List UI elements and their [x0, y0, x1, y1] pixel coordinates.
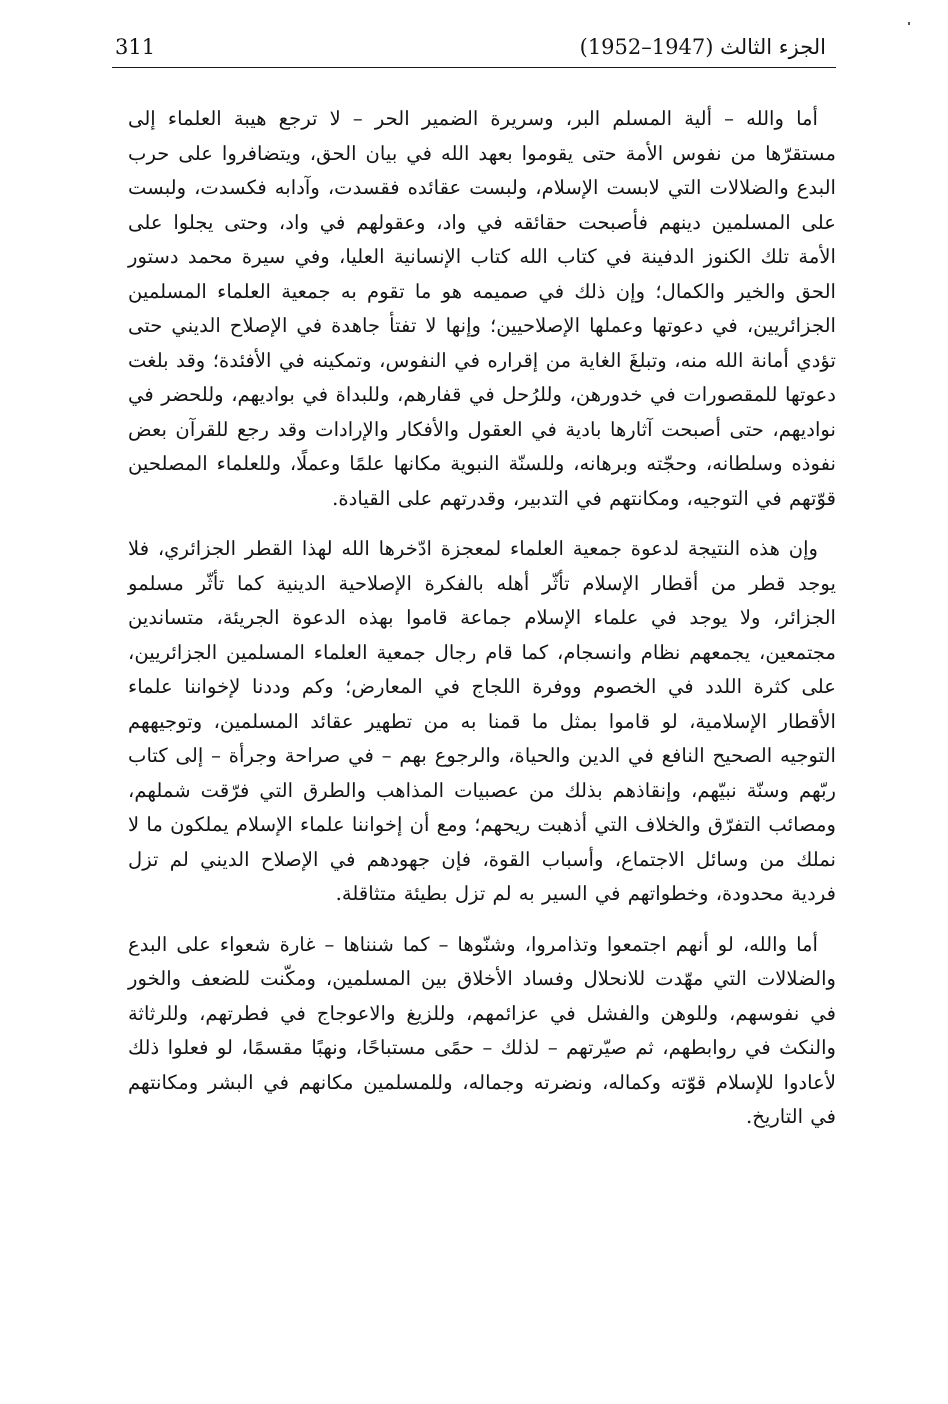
page-header: [112, 30, 836, 64]
header-rule: [112, 67, 836, 68]
paragraph-1: أما والله – ألية المسلم البر، وسريرة الضمير الحر – لا ترجع هيبة العلماء إلى مستقرّها من نفوس الأمة حتى يقوموا بعهد الله في بيان الحق، ويتضافروا على حرب البدع والضلالات التي لابست الإسلام، ولبست عقائده فقسدت، وآدابه فكسدت، ولبست على المسلمين دينهم فأصبحت حقائقه في واد، وعقولهم في واد، وحتى يجلوا على الأمة تلك الكنوز الدفينة في كتاب الله كتاب الإنسانية العليا، وفي سيرة محمد دستور الحق والخير والكمال؛ وإن ذلك في صميمه هو ما تقوم به جمعية العلماء المسلمين الجزائريين، في دعوتها وعملها الإصلاحيين؛ وإنها لا تفتأ جاهدة في الإصلاح الديني حتى تؤدي أمانة الله منه، وتبلغَ الغاية من إقراره في النفوس، وتمكينه في الأفئدة؛ وقد بلغت دعوتها للمقصورات في خدورهن، وللرُحل في قفارهم، وللبداة في بواديهم، وللحضر في نواديهم، حتى أصبحت آثارها بادية في العقول والأفكار والإرادات وقد رجع للقرآن بعض نفوذه وسلطانه، وحجّته وبرهانه، وللسنّة النبوية مكانها علمًا وعملًا، وللعلماء المصلحين قوّتهم في التوجيه، ومكانتهم في التدبير، وقدرتهم على القيادة.: [128, 107, 836, 510]
body-text: [128, 102, 836, 1135]
paragraph-2: وإن هذه النتيجة لدعوة جمعية العلماء لمعجزة ادّخرها الله لهذا القطر الجزائري، فلا يوجد قطر من أقطار الإسلام تأثّر أهله بالفكرة الإصلاحية الدينية كما تأثّر مسلمو الجزائر، ولا يوجد في علماء الإسلام جماعة قاموا بهذه الدعوة الجريئة، متساندين مجتمعين، يجمعهم نظام وانسجام، كما قام رجال جمعية العلماء المسلمين الجزائريين، على كثرة اللدد في الخصوم ووفرة اللجاج في المعارض؛ وكم وددنا لإخواننا علماء الأقطار الإسلامية، لو قاموا بمثل ما قمنا به من تطهير عقائد المسلمين، وتوجيههم التوجيه الصحيح النافع في الدين والحياة، والرجوع بهم – في صراحة وجرأة – إلى كتاب ربّهم وسنّة نبيّهم، وإنقاذهم بذلك من عصبيات المذاهب والطرق التي فرّقت شملهم، ومصائب التفرّق والخلاف التي أذهبت ريحهم؛ ومع أن إخواننا علماء الإسلام يملكون ما لا نملك من وسائل الاجتماع، وأسباب القوة، فإن جهودهم في الإصلاح الديني لم تزل فردية محدودة، وخطواتهم في السير به لم تزل بطيئة متثاقلة.: [128, 537, 836, 905]
scan-speck: [908, 22, 910, 25]
running-title: الجزء الثالث (1947–1952): [579, 35, 826, 59]
paragraph-3: أما والله، لو أنهم اجتمعوا وتذامروا، وشنّوها – كما شنناها – غارة شعواء على البدع والضلالات التي مهّدت للانحلال وفساد الأخلاق بين المسلمين، ومكّنت للضعف والخور في نفوسهم، وللوهن والفشل في عزائمهم، وللزيغ والاعوجاج في فطرتهم، وللرثاثة والنكث في روابطهم، ثم صيّرتهم – لذلك – حمًى مستباحًا، ونهبًا مقسمًا، لو فعلوا ذلك لأعادوا للإسلام قوّته وكماله، ونضرته وجماله، وللمسلمين مكانهم في البشر ومكانتهم في التاريخ.: [128, 932, 836, 1128]
page-number: 311: [115, 35, 156, 59]
